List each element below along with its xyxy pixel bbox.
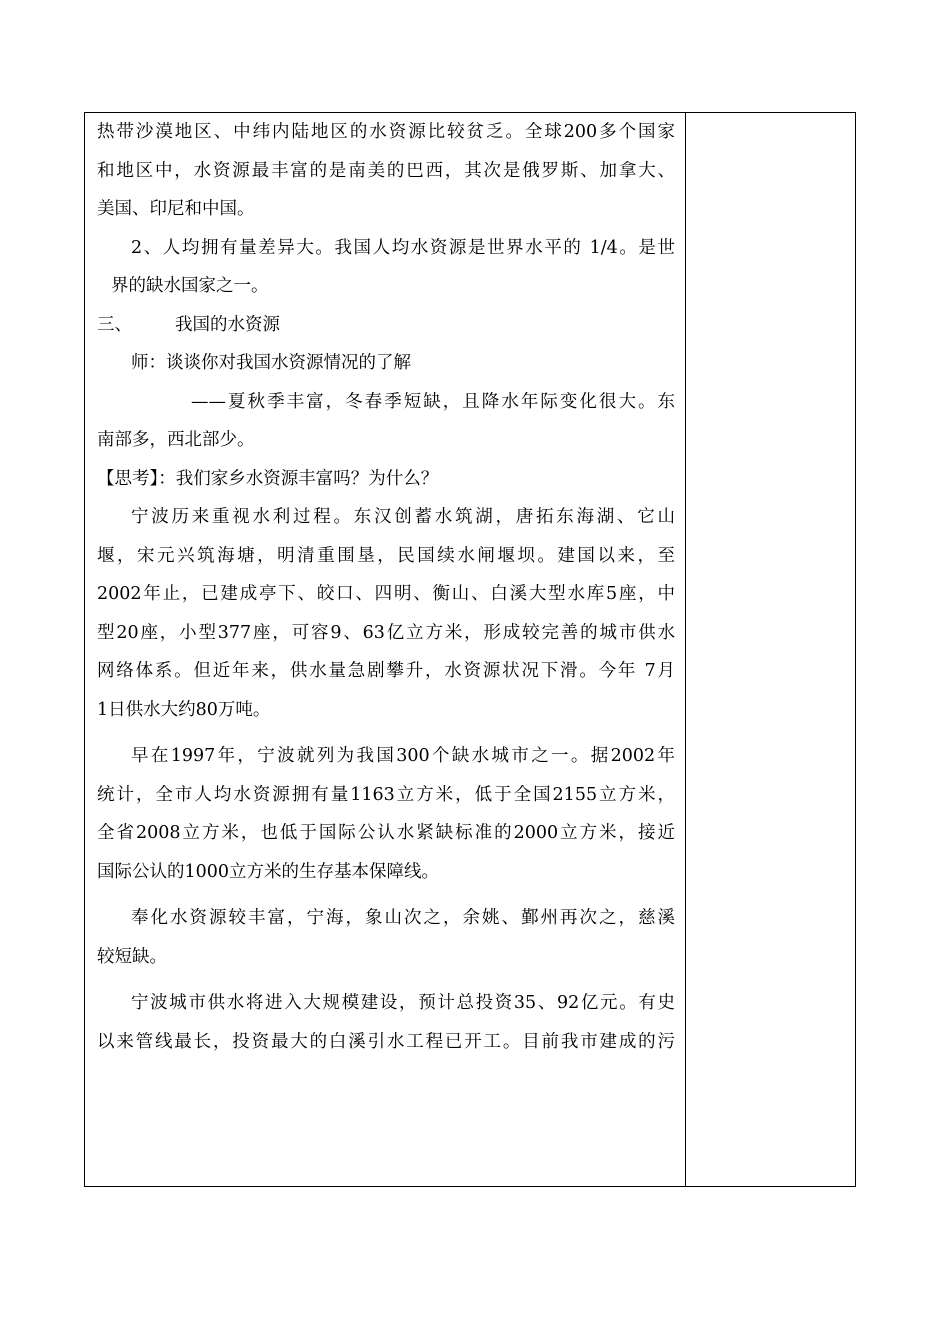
text-line: 热带沙漠地区、中纬内陆地区的水资源比较贫乏。全球200多个国家: [97, 122, 675, 142]
text-line: 奉化水资源较丰富，宁海，象山次之，余姚、鄞州再次之，慈溪: [131, 908, 675, 928]
think-prompt: 【思考】：我们家乡水资源丰富吗？为什么？: [97, 468, 439, 489]
text-line: 南部多，西北部少。: [97, 430, 255, 450]
text-line: 统计，全市人均水资源拥有量1163立方米，低于全国2155立方米，: [97, 784, 675, 805]
text-line: 宁波城市供水将进入大规模建设，预计总投资35、92亿元。有史: [131, 993, 675, 1013]
text-line: 和地区中，水资源最丰富的是南美的巴西，其次是俄罗斯、加拿大、: [97, 160, 675, 181]
text-line: 1日供水大约80万吨。: [97, 699, 271, 720]
text-line: ——夏秋季丰富，冬春季短缺，且降水年际变化很大。东: [191, 391, 675, 412]
main-text-cell: [97, 113, 675, 1061]
text-line: 界的缺水国家之一。: [111, 276, 269, 296]
text-line: 2002年止，已建成亭下、皎口、四明、衡山、白溪大型水库5座，中: [97, 584, 675, 604]
text-line: 2、人均拥有量差异大。我国人均水资源是世界水平的 1/4。是世: [131, 237, 675, 258]
text-line: 网络体系。但近年来，供水量急剧攀升，水资源状况下滑。今年 7月: [97, 661, 675, 681]
page-table: [84, 112, 856, 1187]
section-title: 我国的水资源: [175, 314, 280, 335]
text-line: 型20座，小型377座，可容9、63亿立方米，形成较完善的城市供水: [97, 622, 675, 643]
text-line: 较短缺。: [97, 946, 167, 967]
column-divider: [685, 113, 686, 1186]
text-line: 全省2008立方米，也低于国际公认水紧缺标准的2000立方米，接近: [97, 823, 675, 843]
text-line: 师：谈谈你对我国水资源情况的了解: [131, 353, 411, 373]
text-line: 国际公认的1000立方米的生存基本保障线。: [97, 861, 440, 882]
section-heading: [97, 306, 675, 345]
text-line: 美国、印尼和中国。: [97, 199, 255, 219]
section-number: 三、: [97, 314, 132, 335]
text-line: 以来管线最长，投资最大的白溪引水工程已开工。目前我市建成的污: [97, 1031, 675, 1052]
text-line: 早在1997年，宁波就列为我国300个缺水城市之一。据2002年: [131, 746, 675, 766]
text-line: 宁波历来重视水利过程。东汉创蓄水筑湖，唐拓东海湖、它山: [131, 507, 675, 527]
text-line: 堰，宋元兴筑海塘，明清重围垦，民国续水闸堰坝。建国以来，至: [97, 545, 675, 566]
